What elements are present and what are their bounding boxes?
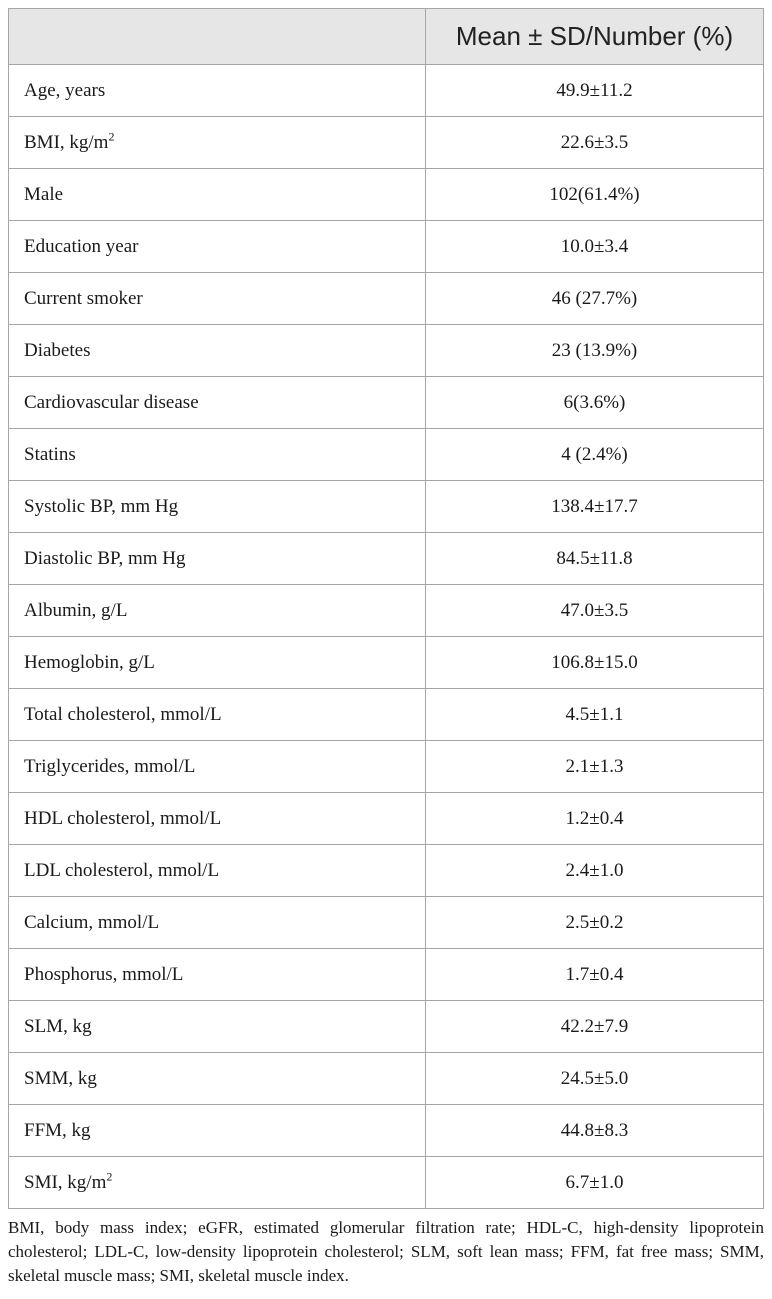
table-row [9,897,764,949]
row-value-cell: 47.0±3.5 [426,585,764,637]
row-value-cell: 84.5±11.8 [426,533,764,585]
row-value-cell: 6(3.6%) [426,377,764,429]
row-label-text: Statins [24,443,76,465]
table-header [9,9,764,65]
row-label-cell [9,1157,426,1209]
table-row [9,1053,764,1105]
table-row [9,949,764,1001]
row-label-text: Albumin, g/L [24,599,128,621]
row-value-cell: 2.4±1.0 [426,845,764,897]
unit-superscript: 2 [108,129,115,144]
header-row [9,9,764,65]
row-label-text: Systolic BP, mm Hg [24,495,179,517]
row-value-cell: 24.5±5.0 [426,1053,764,1105]
table-body [9,65,764,1209]
row-label-text: HDL cholesterol, mmol/L [24,807,222,829]
row-label-text: SMI, kg/m [24,1171,107,1193]
row-label-text: Diabetes [24,339,91,361]
row-label-cell [9,377,426,429]
row-label-text: Age, years [24,79,106,101]
row-label-cell [9,429,426,481]
row-value-cell: 1.7±0.4 [426,949,764,1001]
row-label-cell [9,169,426,221]
row-label-cell [9,897,426,949]
row-label-cell [9,117,426,169]
row-label-text: Phosphorus, mmol/L [24,963,184,985]
table-row [9,793,764,845]
row-label-cell [9,1105,426,1157]
row-label-cell [9,273,426,325]
row-label-cell [9,949,426,1001]
header-variable-cell [9,9,426,65]
row-value-cell: 1.2±0.4 [426,793,764,845]
table-row [9,273,764,325]
row-value-cell: 106.8±15.0 [426,637,764,689]
table-row [9,1001,764,1053]
row-label-text: Current smoker [24,287,143,309]
row-label-text: Diastolic BP, mm Hg [24,547,186,569]
row-label-cell [9,221,426,273]
row-value-cell: 6.7±1.0 [426,1157,764,1209]
table-row [9,221,764,273]
row-label-cell [9,689,426,741]
row-label-cell [9,845,426,897]
row-value-cell: 138.4±17.7 [426,481,764,533]
row-label-text: Calcium, mmol/L [24,911,160,933]
table-row [9,169,764,221]
row-value-cell: 44.8±8.3 [426,1105,764,1157]
row-label-cell [9,585,426,637]
table-row [9,845,764,897]
table-row [9,481,764,533]
table-row [9,637,764,689]
row-value-cell: 23 (13.9%) [426,325,764,377]
row-label-text: SLM, kg [24,1015,92,1037]
row-value-cell: 10.0±3.4 [426,221,764,273]
row-label-cell [9,325,426,377]
row-label-text: Hemoglobin, g/L [24,651,155,673]
baseline-characteristics-table-wrapper [8,8,763,1209]
row-label-cell [9,65,426,117]
table-row [9,1105,764,1157]
row-value-cell: 102(61.4%) [426,169,764,221]
row-label-text: Cardiovascular disease [24,391,199,413]
row-label-cell [9,741,426,793]
row-value-cell: 4 (2.4%) [426,429,764,481]
unit-superscript: 2 [106,1169,113,1184]
row-value-cell: 42.2±7.9 [426,1001,764,1053]
table-row [9,325,764,377]
table-row [9,741,764,793]
baseline-characteristics-table [8,8,764,1209]
row-label-cell [9,637,426,689]
row-label-text: Triglycerides, mmol/L [24,755,196,777]
row-label-text: LDL cholesterol, mmol/L [24,859,220,881]
row-value-cell: 4.5±1.1 [426,689,764,741]
table-row [9,1157,764,1209]
row-value-cell: 49.9±11.2 [426,65,764,117]
row-label-text: Male [24,183,64,205]
row-label-cell [9,481,426,533]
table-row [9,377,764,429]
table-row [9,585,764,637]
row-value-cell: 2.5±0.2 [426,897,764,949]
table-row [9,689,764,741]
row-value-cell: 2.1±1.3 [426,741,764,793]
table-footnote: BMI, body mass index; eGFR, estimated glomerular filtration rate; HDL-C, high-density lipoprotein cholesterol; LDL-C, low-density lipoprotein cholesterol; SLM, soft lean mass; FFM, fat free mass; SMM, skeletal muscle mass; SMI, skeletal muscle index. [8,1218,764,1285]
table-row [9,117,764,169]
row-label-text: BMI, kg/m [24,131,109,153]
row-label-cell [9,793,426,845]
row-value-cell: 46 (27.7%) [426,273,764,325]
row-label-text: Total cholesterol, mmol/L [24,703,222,725]
table-row [9,429,764,481]
row-label-text: Education year [24,235,139,257]
row-label-cell [9,533,426,585]
header-mean-sd-number-cell: Mean ± SD/Number (%) [426,9,764,65]
row-label-cell [9,1001,426,1053]
table-row [9,533,764,585]
row-label-cell [9,1053,426,1105]
row-label-text: SMM, kg [24,1067,97,1089]
row-value-cell: 22.6±3.5 [426,117,764,169]
row-label-text: FFM, kg [24,1119,91,1141]
table-row [9,65,764,117]
